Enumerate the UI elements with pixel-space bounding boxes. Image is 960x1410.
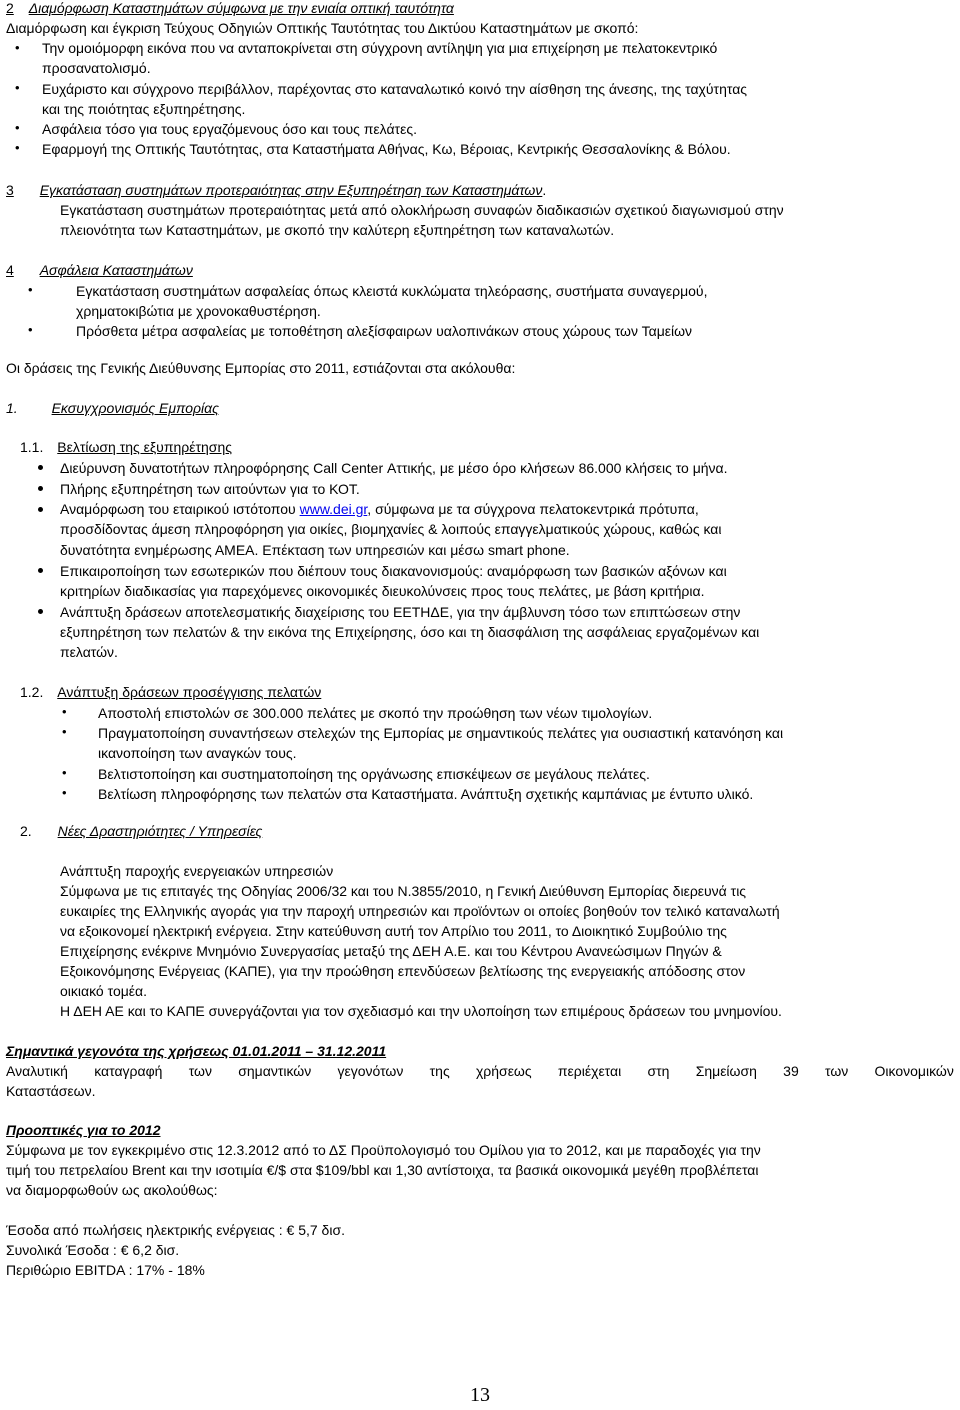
bullet-icon: • — [15, 80, 20, 95]
paragraph-line: Καταστάσεων. — [6, 1083, 96, 1099]
paragraph-line: ευκαιρίες της Ελληνικής αγοράς για την παροχή υπηρεσιών και προϊόντων οι οποίες βοηθούν τον τελικό καταναλωτή — [60, 903, 780, 919]
word: των — [824, 1063, 849, 1079]
section-title: Νέες Δραστηριότητες / Υπηρεσίες — [57, 823, 263, 839]
word: των — [188, 1063, 212, 1079]
bullet-icon: • — [15, 120, 20, 135]
section-title: Ασφάλεια Καταστημάτων — [39, 262, 193, 278]
paragraph-line: Διαμόρφωση και έγκριση Τεύχους Οδηγιών Οπτικής Ταυτότητας του Δικτύου Καταστημάτων με σκοπό: — [6, 20, 639, 36]
paragraph-line: Οι δράσεις της Γενικής Διεύθυνσης Εμπορίας στο 2011, εστιάζονται στα ακόλουθα: — [6, 360, 516, 376]
bullet-icon — [38, 568, 43, 573]
bullet-text — [60, 499, 699, 519]
forecast-ebitda-margin: Περιθώριο EBITDA : 17% - 18% — [6, 1262, 205, 1278]
section-number: 2 — [6, 0, 14, 16]
bullet-text: κριτηρίων διαδικασίας για παρεχόμενες οικονομικές διευκολύνσεις προς τους πελάτες, με βάση κριτήρια. — [60, 583, 705, 599]
word: σημαντικών — [238, 1063, 312, 1079]
bullet-icon — [38, 465, 43, 470]
bullet-text: χρηματοκιβώτια με χρονοκαθυστέρηση. — [76, 303, 321, 319]
events-heading: Σημαντικά γεγονότα της χρήσεως 01.01.2011 – 31.12.2011 — [6, 1043, 387, 1059]
bullet-icon: • — [28, 282, 33, 297]
section-2b-heading — [20, 821, 262, 841]
bullet-text: Πλήρης εξυπηρέτηση των αιτούντων για το ΚΟΤ. — [60, 481, 360, 497]
section-title: Ανάπτυξη δράσεων προσέγγισης πελατών — [57, 684, 322, 700]
bullet-text: προσδίδοντας άμεση πληροφόρηση για οικίες, βιομηχανίες & λοιπούς επαγγελματικούς χώρους, καθώς και — [60, 521, 722, 537]
outlook-heading: Προοπτικές για το 2012 — [6, 1122, 161, 1138]
section-number: 1.2. — [20, 684, 44, 700]
word: 39 — [783, 1063, 799, 1079]
bullet-text: Διεύρυνση δυνατοτήτων πληροφόρησης Call Center Αττικής, με μέσο όρο κλήσεων 86.000 κλήσεις το μήνα. — [60, 460, 728, 476]
word: Οικονομικών — [874, 1063, 954, 1079]
paragraph-line: Ανάπτυξη παροχής ενεργειακών υπηρεσιών — [60, 863, 334, 879]
word: Αναλυτική — [6, 1063, 68, 1079]
word: χρήσεως — [475, 1063, 532, 1079]
word: περιέχεται — [557, 1063, 622, 1079]
paragraph-line: Σύμφωνα με τον εγκεκριμένο στις 12.3.2012 από το ΔΣ Προϋπολογισμό του Ομίλου για το 2012, και με παραδοχές για την — [6, 1142, 761, 1158]
paragraph-line: Εξοικονόμησης Ενέργειας (ΚΑΠΕ), για την προώθηση επενδύσεων βελτίωσης της ενεργειακής απόδοσης στον — [60, 963, 746, 979]
section-title: Εκσυγχρονισμός Εμπορίας — [51, 400, 219, 416]
bullet-icon: • — [62, 785, 67, 800]
bullet-text: Πρόσθετα μέτρα ασφαλείας με τοποθέτηση αλεξίσφαιρων υαλοπινάκων στους χώρους των Ταμείων — [76, 323, 693, 339]
word: Σημείωση — [695, 1063, 757, 1079]
word: της — [429, 1063, 450, 1079]
section-title: Εγκατάσταση συστημάτων προτεραιότητας στην Εξυπηρέτηση των Καταστημάτων — [39, 182, 543, 198]
forecast-total-revenue: Συνολικά Έσοδα : € 6,2 δισ. — [6, 1242, 180, 1258]
justified-paragraph-line — [6, 1061, 954, 1081]
section-number: 1. — [6, 400, 18, 416]
bullet-text: πελατών. — [60, 644, 118, 660]
bullet-icon — [38, 486, 43, 491]
word: στη — [647, 1063, 670, 1079]
section-2-heading — [6, 0, 454, 18]
paragraph-line: πλειονότητα των Καταστημάτων, με σκοπό την καλύτερη εξυπηρέτηση των καταναλωτών. — [60, 222, 615, 238]
bullet-text: Ευχάριστο και σύγχρονο περιβάλλον, παρέχοντας στο καταναλωτικό κοινό την αίσθηση της άνεσης, της ταχύτητας — [42, 81, 748, 97]
bullet-icon: • — [62, 724, 67, 739]
paragraph-line: Η ΔΕΗ ΑΕ και το ΚΑΠΕ συνεργάζονται για τον σχεδιασμό και την υλοποίηση των επιμέρους δράσεων του μνημονίου. — [60, 1003, 782, 1019]
bullet-text: Εφαρμογή της Οπτικής Ταυτότητας, στα Καταστήματα Αθήνας, Κω, Βέροιας, Κεντρικής Θεσσαλονίκης & Βόλου. — [42, 141, 731, 157]
paragraph-line: τιμή του πετρελαίου Brent και την ισοτιμία €/$ στα $109/bbl και 1,30 αντίστοιχα, τα βασικά οικονομικά μεγέθη προβλέπεται — [6, 1162, 759, 1178]
forecast-revenue-electricity: Έσοδα από πωλήσεις ηλεκτρικής ενέργειας : € 5,7 δισ. — [6, 1222, 345, 1238]
word: καταγραφή — [94, 1063, 163, 1079]
word: γεγονότων — [337, 1063, 404, 1079]
paragraph-line: Σύμφωνα με τις επιταγές της Οδηγίας 2006/32 και του Ν.3855/2010, η Γενική Διεύθυνση Εμπορίας διερευνά τις — [60, 883, 747, 899]
section-title: Βελτίωση της εξυπηρέτησης — [57, 439, 232, 455]
bullet-text: Πραγματοποίηση συναντήσεων στελεχών της Εμπορίας με σημαντικούς πελάτες για ουσιαστική κατανόηση και — [98, 725, 784, 741]
section-number: 1.1. — [20, 439, 44, 455]
bullet-text: δυνατότητα ενημέρωσης ΑΜΕΑ. Επέκταση των υπηρεσιών και μέσω smart phone. — [60, 542, 570, 558]
website-link[interactable]: www.dei.gr — [299, 501, 368, 517]
text-span: , σύμφωνα με τα σύγχρονα πελατοκεντρικά πρότυπα, — [367, 501, 699, 517]
section-1-heading — [6, 398, 219, 418]
bullet-text: Ασφάλεια τόσο για τους εργαζόμενους όσο και τους πελάτες. — [42, 121, 417, 137]
bullet-icon: • — [62, 765, 67, 780]
bullet-icon: • — [62, 704, 67, 719]
section-3-heading: 3 Εγκατάσταση συστημάτων προτεραιότητας στην Εξυπηρέτηση των Καταστημάτων. — [6, 182, 547, 198]
bullet-text: Ανάπτυξη δράσεων αποτελεσματικής διαχείρισης του ΕΕΤΗΔΕ, για την άμβλυνση τόσο των επιπτώσεων στην — [60, 604, 741, 620]
paragraph-line: Επιχείρησης ενέκρινε Μνημόνιο Συνεργασίας μεταξύ της ΔΕΗ Α.Ε. και του Κέντρου Ανανεώσιμων Πηγών & — [60, 943, 722, 959]
bullet-icon — [38, 609, 43, 614]
bullet-text: Αποστολή επιστολών σε 300.000 πελάτες με σκοπό την προώθηση των νέων τιμολογίων. — [98, 705, 653, 721]
paragraph-line: να διαμορφωθούν ως ακολούθως: — [6, 1182, 218, 1198]
bullet-icon: • — [15, 140, 20, 155]
paragraph-line: να εξοικονομεί ηλεκτρική ενέργεια. Στην κατεύθυνση αυτή τον Απρίλιο του 2011, το Διοικητικό Συμβούλιο της — [60, 923, 727, 939]
bullet-text: προσανατολισμό. — [42, 60, 151, 76]
bullet-text: Εγκατάσταση συστημάτων ασφαλείας όπως κλειστά κυκλώματα τηλεόρασης, συστήματα συναγερμού, — [76, 283, 708, 299]
section-1-1-heading — [20, 437, 232, 457]
section-number: 3 — [6, 182, 14, 198]
bullet-icon: • — [28, 322, 33, 337]
paragraph-line: Εγκατάσταση συστημάτων προτεραιότητας μετά από ολοκλήρωση συναφών διαδικασιών σχετικού διαγωνισμού στην — [60, 202, 784, 218]
bullet-text: Την ομοιόμορφη εικόνα που να ανταποκρίνεται στη σύγχρονη αντίληψη για μια επιχείρηση με πελατοκεντρικό — [42, 40, 718, 56]
bullet-text: Επικαιροποίηση των εσωτερικών που διέπουν τους διακανονισμούς: αναμόρφωση των βασικών αξόνων και — [60, 563, 727, 579]
bullet-text: εξυπηρέτηση των πελατών & την εικόνα της Επιχείρησης, όσο και τη διασφάλιση της ασφάλειας εργαζομένων και — [60, 624, 760, 640]
text-span: Αναμόρφωση του εταιρικού ιστότοπου — [60, 501, 300, 517]
bullet-text: Βελτίωση πληροφόρησης των πελατών στα Καταστήματα. Ανάπτυξη σχετικής καμπάνιας με έντυπο υλικό. — [98, 786, 754, 802]
page-number: 13 — [470, 1384, 490, 1406]
section-title: Διαμόρφωση Καταστημάτων σύμφωνα με την ενιαία οπτική ταυτότητα — [28, 0, 454, 16]
bullet-icon — [38, 507, 43, 512]
paragraph-line: οικιακό τομέα. — [60, 983, 148, 999]
bullet-text: Βελτιστοποίηση και συστηματοποίηση της οργάνωσης επισκέψεων σε μεγάλους πελάτες. — [98, 766, 650, 782]
section-1-2-heading — [20, 682, 321, 702]
bullet-text: ικανοποίηση των αναγκών τους. — [98, 745, 297, 761]
section-number: 4 — [6, 262, 14, 278]
section-number: 2. — [20, 823, 32, 839]
bullet-text: και της ποιότητας εξυπηρέτησης. — [42, 101, 246, 117]
section-4-heading — [6, 260, 193, 280]
bullet-icon: • — [15, 40, 20, 55]
